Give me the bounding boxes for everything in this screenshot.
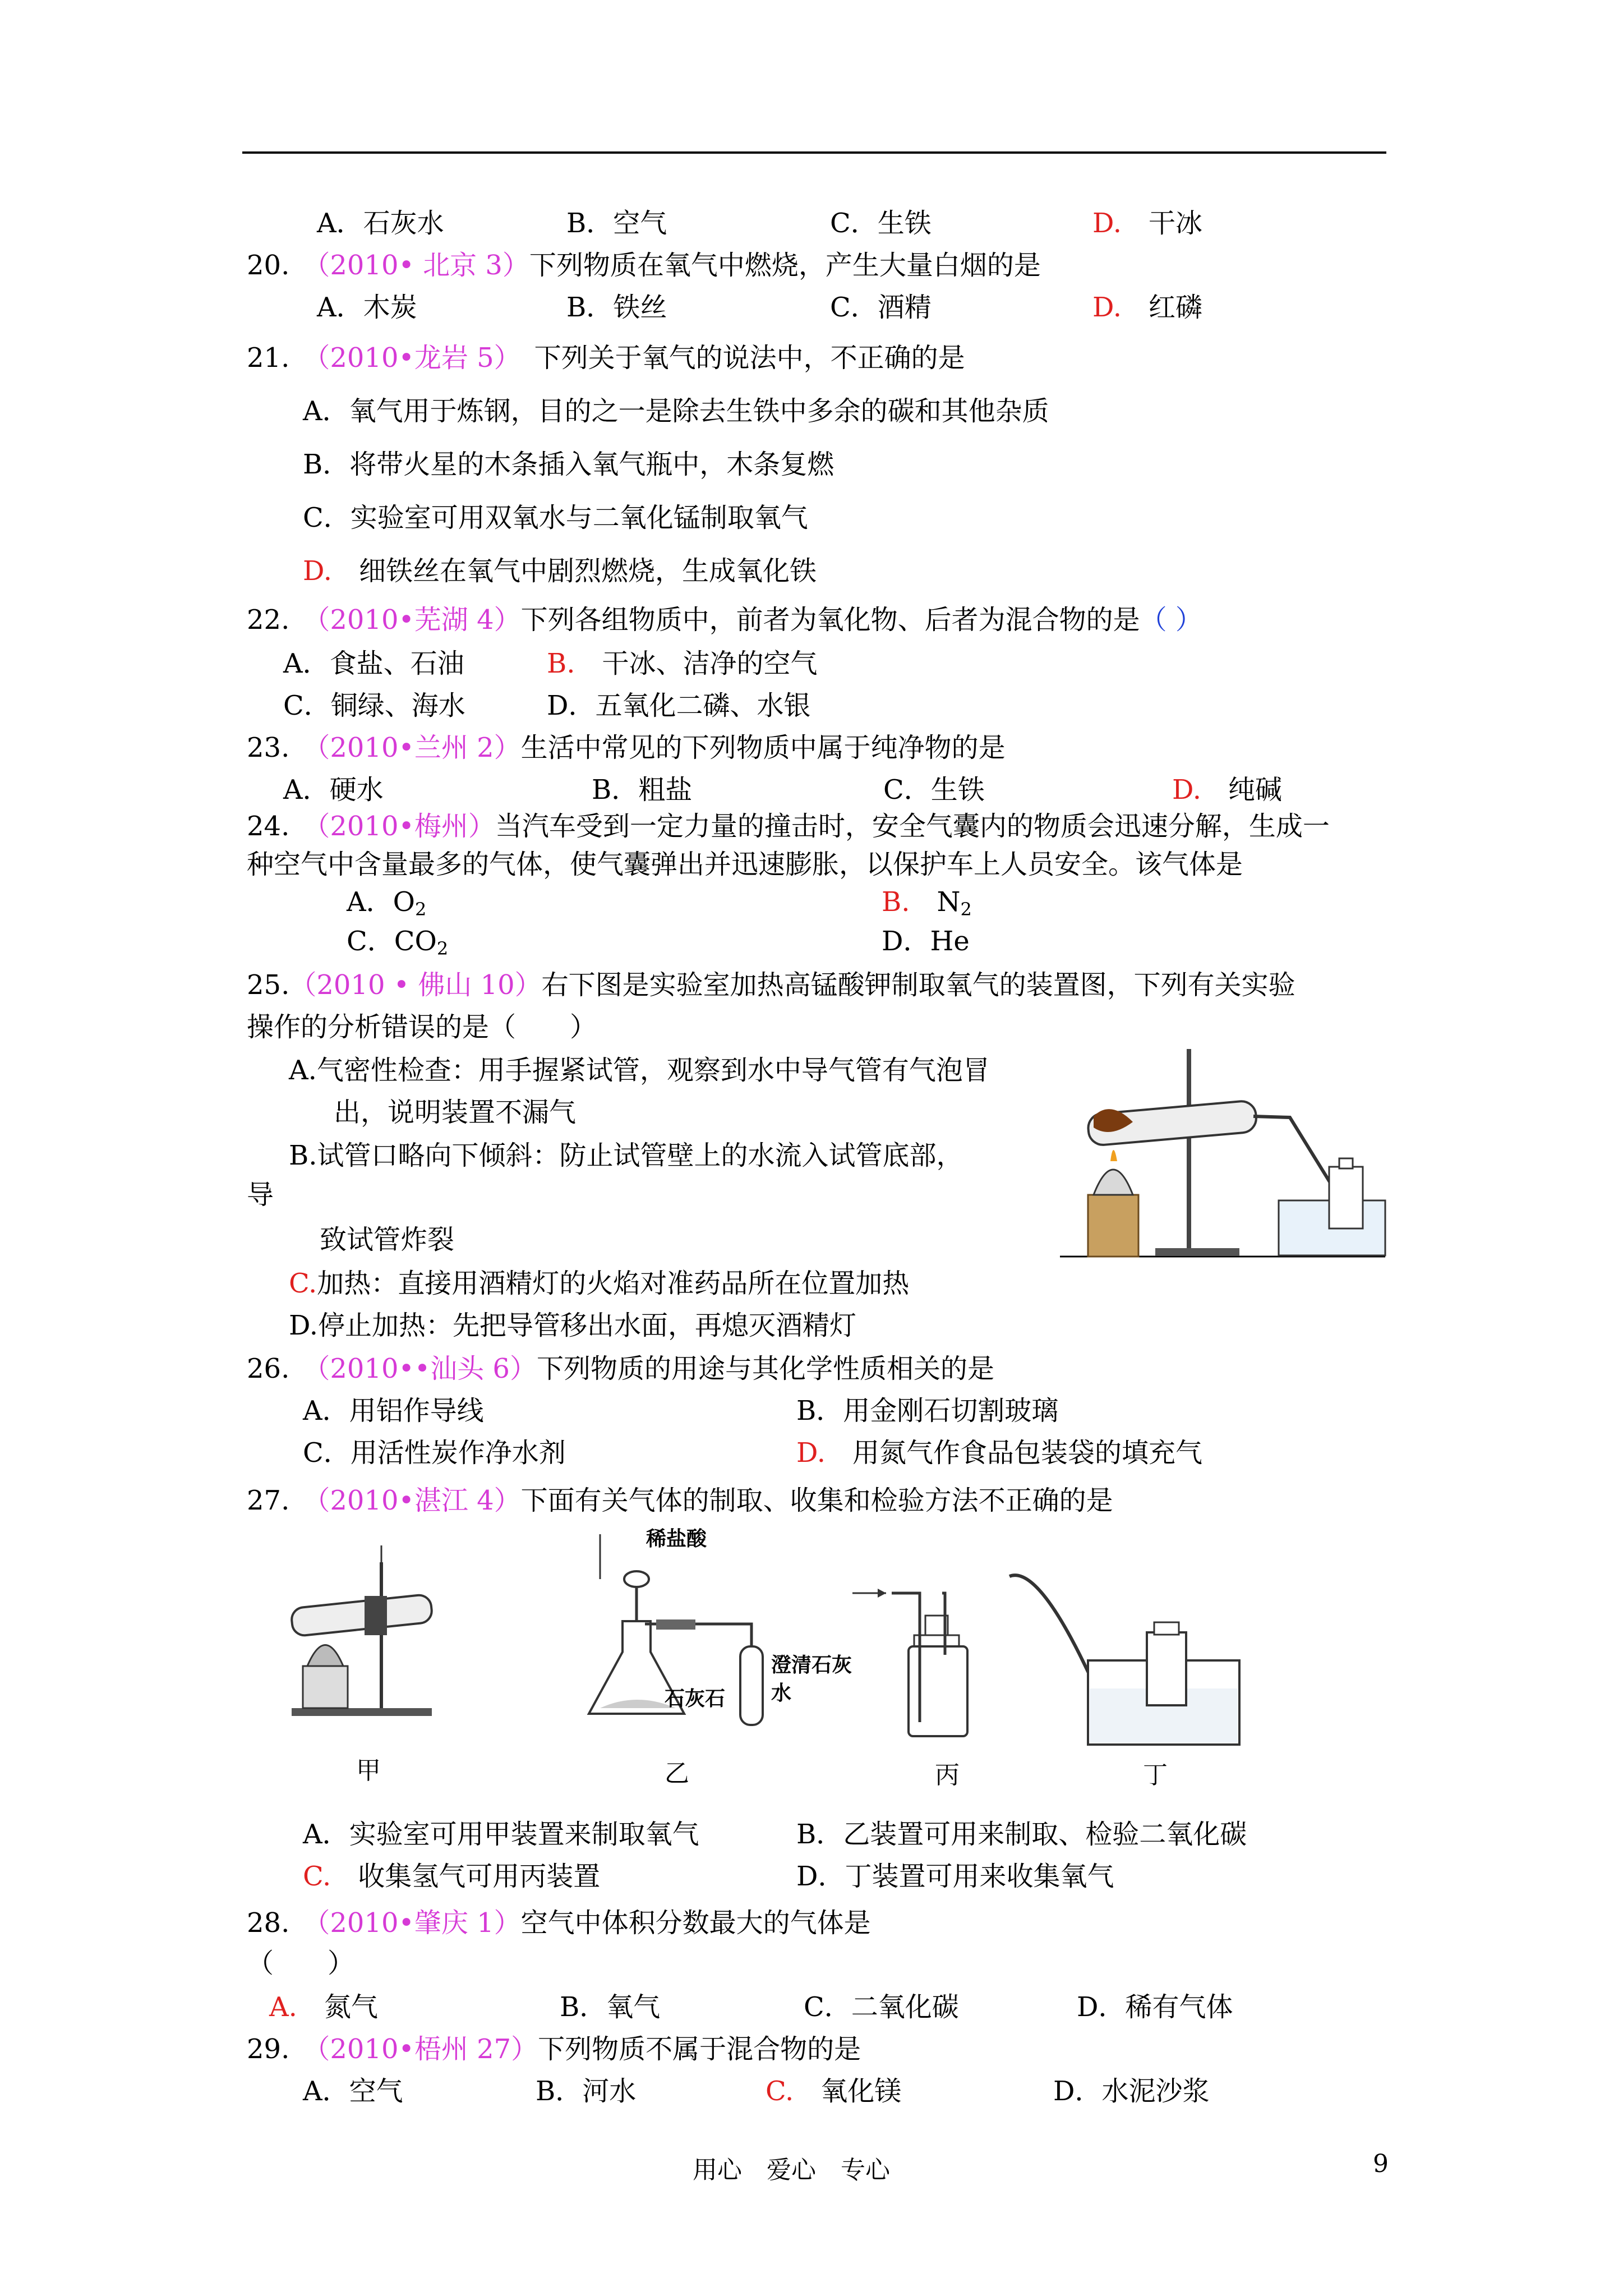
source-tag: （2010•兰州 2） (316, 732, 521, 763)
q25-option-c: C.加热：直接用酒精灯的火焰对准药品所在位置加热 (289, 1268, 910, 1299)
q21-option-a: A．氧气用于炼钢，目的之一是除去生铁中多余的碳和其他杂质 (303, 395, 1049, 427)
q26-option-c: C．用活性炭作净水剂 (303, 1437, 566, 1469)
q25-option-a-line1: A.气密性检查：用手握紧试管，观察到水中导气管有气泡冒 (289, 1055, 990, 1086)
apparatus-ding-figure (1004, 1571, 1245, 1756)
answer-letter: D. (1092, 208, 1122, 239)
apparatus-yi-label: 乙 (665, 1759, 689, 1788)
apparatus-bing-figure (852, 1576, 970, 1745)
q27-option-d: D．丁装置可用来收集氧气 (796, 1861, 1114, 1892)
q23-option-b: B．粗盐 (592, 774, 693, 806)
q23-option-d: D. 纯碱 (1172, 774, 1283, 806)
q24-option-a: A．$O_2$ (347, 886, 427, 920)
page-number: 9 (1373, 2150, 1389, 2178)
q22-option-a: A．食盐、石油 (283, 648, 464, 679)
q25-stem-line1: 25.（2010 • 佛山 10）右下图是实验室加热高锰酸钾制取氧气的装置图，下列有关实验 (247, 969, 1295, 1001)
q19-option-b: B．空气 (566, 208, 667, 239)
apparatus-ding-label: 丁 (1143, 1761, 1168, 1789)
q26-option-b: B．用金刚石切割玻璃 (796, 1395, 1059, 1427)
q29-stem: 29. （2010•梧州 27）下列物质不属于混合物的是 (247, 2033, 861, 2065)
source-tag: （2010 • 佛山 10） (289, 969, 542, 1001)
q25-option-d: D.停止加热：先把导管移出水面，再熄灭酒精灯 (289, 1310, 857, 1341)
q26-option-d: D. 用氮气作食品包装袋的填充气 (796, 1437, 1203, 1469)
source-tag: （2010•肇庆 1） (316, 1907, 521, 1939)
q23-option-c: C．生铁 (883, 774, 985, 806)
q24-stem-line1: 24. （2010•梅州）当汽车受到一定力量的撞击时，安全气囊内的物质会迅速分解，生成一 (247, 811, 1330, 842)
q29-option-d: D．水泥沙浆 (1053, 2076, 1210, 2107)
source-tag: （2010••汕头 6） (316, 1353, 537, 1384)
q21-stem: 21. （2010•龙岩 5） 下列关于氧气的说法中，不正确的是 (247, 342, 965, 374)
q22-option-b: B. 干冰、洁净的空气 (547, 648, 818, 679)
potassium-permanganate-apparatus-figure (1054, 1032, 1391, 1262)
q22-option-c: C．铜绿、海水 (283, 690, 465, 721)
q20-option-d: D. 红磷 (1092, 292, 1203, 323)
q21-option-d: D. 细铁丝在氧气中剧烈燃烧，生成氧化铁 (303, 555, 817, 587)
source-tag: （2010•梅州） (316, 811, 495, 842)
q20-option-a: A．木炭 (317, 292, 417, 323)
q28-option-d: D．稀有气体 (1077, 1991, 1233, 2023)
q24-stem-line2: 种空气中含量最多的气体，使气囊弹出并迅速膨胀，以保护车上人员安全。该气体是 (247, 849, 1243, 880)
q19-option-c: C．生铁 (830, 208, 932, 239)
q23-option-a: A．硬水 (283, 774, 384, 806)
header-rule (242, 151, 1386, 154)
q25-option-a-line2: 出，说明装置不漏气 (334, 1097, 577, 1128)
dilute-hcl-label: 稀盐酸 (646, 1527, 707, 1550)
source-tag: （2010•梧州 27） (316, 2033, 538, 2065)
q28-option-b: B．氧气 (560, 1991, 661, 2023)
source-tag: （2010•湛江 4） (316, 1485, 521, 1516)
q27-option-b: B．乙装置可用来制取、检验二氧化碳 (796, 1819, 1247, 1850)
q22-option-d: D．五氧化二磷、水银 (547, 690, 811, 721)
q19-option-d: D. 干冰 (1092, 208, 1203, 239)
apparatus-bing-label: 丙 (935, 1761, 960, 1789)
q25-stem-line2: 操作的分析错误的是（ ） (247, 1011, 597, 1043)
q27-stem: 27. （2010•湛江 4）下面有关气体的制取、收集和检验方法不正确的是 (247, 1485, 1113, 1516)
q28-stem: 28. （2010•肇庆 1）空气中体积分数最大的气体是 (247, 1907, 871, 1939)
q28-option-c: C．二氧化碳 (804, 1991, 959, 2023)
source-tag: （2010• 北京 3） (316, 250, 529, 281)
q20-option-b: B．铁丝 (566, 292, 667, 323)
q27-option-a: A．实验室可用甲装置来制取氧气 (303, 1819, 699, 1850)
q21-option-b: B．将带火星的木条插入氧气瓶中，木条复燃 (303, 449, 834, 480)
q24-option-d: D．He (882, 926, 970, 957)
q26-option-a: A．用铝作导线 (303, 1395, 484, 1427)
q29-option-b: B．河水 (536, 2076, 637, 2107)
q21-option-c: C．实验室可用双氧水与二氧化锰制取氧气 (303, 502, 808, 533)
footer-motto: 用心 爱心 专心 (693, 2156, 890, 2184)
limewater-label-2: 水 (771, 1681, 792, 1705)
q25-option-b-line2: 导 (247, 1179, 274, 1211)
q24-option-c: C．$CO_2$ (347, 926, 449, 959)
apparatus-jia-label: 甲 (356, 1756, 381, 1785)
source-tag: （2010•龙岩 5） (316, 342, 508, 374)
limewater-label: 澄清石灰 (771, 1653, 852, 1677)
apparatus-jia-figure (280, 1545, 443, 1725)
limestone-label: 石灰石 (665, 1687, 726, 1710)
q23-stem: 23. （2010•兰州 2）生活中常见的下列物质中属于纯净物的是 (247, 732, 1006, 763)
source-tag: （2010•芜湖 4） (316, 604, 521, 636)
q20-stem: 20. （2010• 北京 3）下列物质在氧气中燃烧，产生大量白烟的是 (247, 250, 1041, 281)
q19-option-a: A．石灰水 (317, 208, 444, 239)
q29-option-a: A．空气 (303, 2076, 403, 2107)
q29-option-c: C. 氧化镁 (766, 2076, 902, 2107)
q24-option-b: B. $N_2$ (882, 886, 972, 920)
q26-stem: 26. （2010••汕头 6）下列物质的用途与其化学性质相关的是 (247, 1353, 994, 1384)
q28-paren: （ ） (247, 1948, 355, 1979)
q22-stem: 22. （2010•芜湖 4）下列各组物质中，前者为氧化物、后者为混合物的是（ ） (247, 604, 1202, 636)
q25-option-b-line1: B.试管口略向下倾斜：防止试管壁上的水流入试管底部， (289, 1140, 963, 1171)
q25-option-b-line3: 致试管炸裂 (320, 1224, 455, 1255)
q27-option-c: C. 收集氢气可用丙装置 (303, 1861, 601, 1892)
q20-option-c: C．酒精 (830, 292, 932, 323)
q28-option-a: A. 氮气 (269, 1991, 378, 2023)
